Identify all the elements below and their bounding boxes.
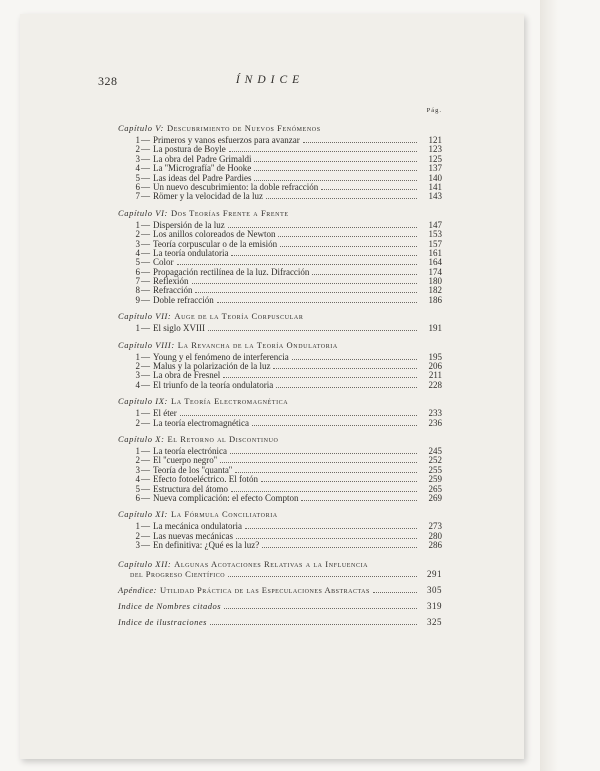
page-ref: 141 [428, 181, 442, 192]
dot-leader [262, 540, 417, 548]
entry-dash: — [141, 530, 150, 541]
page-ref: 259 [428, 474, 442, 485]
entry-dash: — [141, 285, 150, 296]
entry-title: Doble refracción [153, 294, 214, 305]
entry-title: La obra de Fresnel [153, 370, 221, 381]
entry-title: El triunfo de la teoría ondulatoria [153, 379, 274, 390]
entry-number: 7 [135, 191, 140, 202]
entry-number: 1 [135, 323, 140, 334]
toc-entry [118, 446, 442, 455]
entry-title: La obra del Padre Grimaldi [153, 153, 252, 164]
entry-number: 1 [135, 219, 140, 230]
dot-leader [312, 267, 417, 275]
entry-number: 4 [135, 163, 140, 174]
dot-leader [254, 154, 417, 162]
page-ref: 236 [428, 417, 442, 428]
page-ref: 180 [428, 276, 442, 287]
chapter-heading [118, 312, 442, 321]
dot-leader [292, 352, 417, 360]
entry-title: La teoría electromagnética [153, 417, 249, 428]
entry-dash: — [141, 464, 150, 475]
page-ref: 280 [428, 530, 442, 541]
page-ref: 273 [428, 521, 442, 532]
dot-leader [301, 493, 417, 501]
appendix-title: Utilidad Práctica de las Especulaciones Abstractas [159, 584, 370, 595]
entry-title: Young y el fenómeno de interferencia [153, 351, 289, 362]
dot-leader [266, 191, 417, 199]
chapter-heading [118, 510, 442, 519]
entry-dash: — [141, 191, 150, 202]
dot-leader [177, 257, 417, 265]
entry-number: 9 [135, 294, 140, 305]
entry-number: 1 [135, 135, 140, 145]
entry-number: 3 [135, 540, 140, 551]
dot-leader [278, 229, 417, 237]
toc-entry [118, 191, 442, 200]
entry-title: El siglo XVIII [153, 323, 205, 334]
entry-dash: — [141, 257, 150, 268]
entry-title: Primeros y vanos esfuerzos para avanzar [153, 135, 300, 145]
chapter-label: Capítulo XII: [118, 558, 172, 569]
page-ref: 143 [428, 191, 442, 202]
toc-entry [118, 521, 442, 530]
dot-leader [229, 144, 417, 152]
entry-title: Nueva complicación: el efecto Compton [153, 492, 299, 503]
page-edge [540, 0, 600, 771]
page-ref: 125 [428, 153, 442, 164]
entry-number: 4 [135, 247, 140, 258]
dot-leader [224, 601, 417, 609]
toc-entry [118, 248, 442, 257]
names-index-line [118, 601, 442, 611]
entry-title: Las nuevas mecánicas [153, 530, 233, 541]
toc-entry [118, 267, 442, 276]
entry-number: 1 [135, 351, 140, 362]
toc-entry [118, 285, 442, 294]
toc-entry [118, 531, 442, 540]
dot-leader [276, 380, 417, 388]
dot-leader [195, 285, 417, 293]
entry-title: Reflexión [153, 276, 189, 287]
chapter-label: Capítulo VIII: [118, 339, 175, 350]
entry-number: 3 [135, 464, 140, 475]
toc-entry [118, 295, 442, 304]
entry-title: Las ideas del Padre Pardies [153, 172, 252, 183]
dot-leader [228, 220, 417, 228]
toc-entry [118, 144, 442, 153]
entry-number: 6 [135, 266, 140, 277]
toc-entry [118, 493, 442, 502]
dot-leader [254, 163, 417, 171]
chapter-label: Capítulo V: [118, 123, 164, 133]
names-index-title: Indice de Nombres citados [118, 600, 222, 611]
toc-entry [118, 173, 442, 182]
chapter-title: La Teoría Electromagnética [170, 396, 289, 407]
chapter-title: La Revancha de la Teoría Ondulatoria [177, 339, 338, 350]
toc-entry [118, 163, 442, 172]
entry-dash: — [141, 417, 150, 428]
dot-leader [321, 182, 417, 190]
chapter-heading [118, 435, 442, 444]
chapter-heading [118, 560, 442, 569]
toc-entry [118, 323, 442, 332]
page-ref: 123 [428, 144, 442, 155]
chapter-title: La Fórmula Conciliatoria [170, 509, 278, 520]
dot-leader [217, 295, 417, 303]
entry-dash: — [141, 361, 150, 372]
entry-title: La ''Micrografía'' de Hooke [153, 163, 252, 174]
entry-dash: — [141, 172, 150, 183]
toc-entry [118, 154, 442, 163]
entry-number: 1 [135, 408, 140, 419]
entry-dash: — [141, 163, 150, 174]
dot-leader [373, 585, 417, 593]
page-ref: 255 [428, 464, 442, 475]
chapter-title: El Retorno al Discontinuo [167, 433, 279, 444]
entry-dash: — [141, 144, 150, 155]
entry-number: 5 [135, 483, 140, 494]
entry-title: El ''cuerpo negro'' [153, 455, 217, 466]
page-ref: 174 [428, 266, 442, 277]
dot-leader [231, 484, 417, 492]
toc-entry [118, 182, 442, 191]
toc-entry [118, 239, 442, 248]
entry-dash: — [141, 323, 150, 334]
entry-title: Color [153, 257, 174, 268]
dot-leader [252, 418, 417, 426]
dot-leader [228, 569, 417, 577]
entry-dash: — [141, 135, 150, 145]
page-ref: 206 [428, 361, 442, 372]
page-ref: 157 [428, 238, 442, 249]
chapter-heading [118, 209, 442, 218]
page-ref: 137 [428, 163, 442, 174]
dot-leader [192, 276, 418, 284]
entry-number: 2 [135, 417, 140, 428]
toc-entry [118, 540, 442, 549]
dot-leader [261, 474, 417, 482]
entry-title: Un nuevo descubrimiento: la doble refracción [153, 181, 319, 192]
entry-number: 5 [135, 172, 140, 183]
toc-entry [118, 361, 442, 370]
entry-dash: — [141, 474, 150, 485]
entry-number: 3 [135, 370, 140, 381]
toc-entry [118, 257, 442, 266]
entry-title: Los anillos coloreados de Newton [153, 229, 276, 240]
chapter-title: Descubrimiento de Nuevos Fenómenos [166, 123, 321, 133]
entry-title: La mecánica ondulatoria [153, 521, 242, 532]
page-ref: 319 [427, 600, 442, 611]
entry-dash: — [141, 351, 150, 362]
entry-dash: — [141, 219, 150, 230]
chapter-list [118, 124, 442, 550]
toc-entry [118, 408, 442, 417]
entry-dash: — [141, 247, 150, 258]
entry-dash: — [141, 370, 150, 381]
entry-number: 2 [135, 455, 140, 466]
entry-dash: — [141, 540, 150, 551]
page-ref: 164 [428, 257, 442, 268]
illustrations-index-title: Indice de ilustraciones [118, 616, 207, 627]
chapter-title: Auge de la Teoría Corpuscular [174, 311, 304, 322]
entry-dash: — [141, 294, 150, 305]
toc-entry [118, 135, 442, 144]
entry-dash: — [141, 483, 150, 494]
page-ref: 191 [428, 323, 442, 334]
running-title: ÍNDICE [235, 74, 305, 86]
entry-number: 3 [135, 153, 140, 164]
dot-leader [208, 323, 417, 331]
page-ref: 121 [428, 135, 442, 145]
toc-entry [118, 229, 442, 238]
toc-entry [118, 418, 442, 427]
page-ref: 182 [428, 285, 442, 296]
page-ref: 245 [428, 445, 442, 456]
dot-leader [245, 521, 417, 529]
chapter-title: Dos Teorías Frente a Frente [170, 207, 289, 218]
table-of-contents [118, 106, 442, 627]
entry-dash: — [141, 153, 150, 164]
entry-number: 7 [135, 276, 140, 287]
illustrations-index-line [118, 617, 442, 627]
entry-title: Estructura del átomo [153, 483, 228, 494]
toc-entry [118, 455, 442, 464]
page-ref: 233 [428, 408, 442, 419]
page-ref: 305 [427, 584, 442, 595]
page-ref: 252 [428, 455, 442, 466]
toc-entry [118, 474, 442, 483]
toc-entry [118, 276, 442, 285]
page-ref: 291 [427, 568, 442, 579]
dot-leader [235, 465, 417, 473]
entry-number: 4 [135, 474, 140, 485]
entry-number: 6 [135, 181, 140, 192]
entry-number: 2 [135, 144, 140, 155]
entry-number: 6 [135, 492, 140, 503]
entry-title: La teoría electrónica [153, 445, 227, 456]
entry-dash: — [141, 266, 150, 277]
page-ref: 325 [427, 616, 442, 627]
entry-number: 4 [135, 379, 140, 390]
toc-entry [118, 370, 442, 379]
page-ref: 161 [428, 247, 442, 258]
entry-number: 2 [135, 530, 140, 541]
entry-number: 5 [135, 257, 140, 268]
page-ref: 211 [428, 370, 442, 381]
entry-title: Propagación rectilínea de la luz. Difracción [153, 266, 310, 277]
chapter-label: Capítulo VII: [118, 311, 172, 322]
dot-leader [210, 617, 417, 625]
page-ref: 186 [428, 294, 442, 305]
toc-entry [118, 380, 442, 389]
entry-number: 8 [135, 285, 140, 296]
page-ref: 286 [428, 540, 442, 551]
appendix-line [118, 585, 442, 595]
entry-dash: — [141, 445, 150, 456]
entry-title: Malus y la polarización de la luz [153, 361, 271, 372]
entry-number: 2 [135, 229, 140, 240]
entry-dash: — [141, 455, 150, 466]
chapter-heading [118, 341, 442, 350]
dot-leader [236, 531, 417, 539]
dot-leader [280, 239, 417, 247]
entry-title: Teoría de los ''quanta'' [153, 464, 233, 475]
chapter-title: Algunas Acotaciones Relativas a la Influencia [174, 558, 369, 569]
entry-title: El éter [153, 408, 177, 419]
dot-leader [231, 248, 417, 256]
entry-title: Dispersión de la luz [153, 219, 225, 230]
appendix-label: Apéndice: [118, 584, 157, 595]
page-ref: 269 [428, 492, 442, 503]
entry-dash: — [141, 181, 150, 192]
entry-title: En definitiva: ¿Qué es la luz? [153, 540, 260, 551]
entry-dash: — [141, 238, 150, 249]
pag-label: Pág. [426, 107, 442, 114]
page-number: 328 [98, 74, 118, 88]
entry-title: Refracción [153, 285, 193, 296]
toc-entry [118, 484, 442, 493]
entry-dash: — [141, 379, 150, 390]
entry-number: 1 [135, 521, 140, 532]
entry-dash: — [141, 408, 150, 419]
dot-leader [223, 370, 417, 378]
chapter-label: Capítulo X: [118, 433, 165, 444]
toc-entry [118, 465, 442, 474]
entry-title: Efecto fotoeléctrico. El fotón [153, 474, 258, 485]
entry-number: 1 [135, 445, 140, 456]
dot-leader [180, 408, 417, 416]
page-ref: 140 [428, 172, 442, 183]
dot-leader [254, 173, 417, 181]
entry-dash: — [141, 492, 150, 503]
chapter-label: Capítulo IX: [118, 396, 168, 407]
dot-leader [303, 135, 417, 143]
entry-title: La postura de Boyle [153, 144, 226, 155]
chapter-heading [118, 124, 442, 133]
entry-dash: — [141, 276, 150, 287]
entry-title: La teoría ondulatoria [153, 247, 229, 258]
entry-number: 2 [135, 361, 140, 372]
dot-leader [273, 361, 417, 369]
entry-title: Teoría corpuscular o de la emisión [153, 238, 278, 249]
chapter-title-line2: del Progreso Científico [130, 568, 226, 579]
dot-leader [220, 455, 417, 463]
toc-entry [118, 352, 442, 361]
page-ref: 265 [428, 483, 442, 494]
page-ref: 228 [428, 379, 442, 390]
entry-title: Römer y la velocidad de la luz [153, 191, 263, 202]
chapter-heading [118, 397, 442, 406]
toc-entry [118, 220, 442, 229]
chapter-label: Capítulo XI: [118, 509, 168, 520]
page-ref: 147 [428, 219, 442, 230]
page-ref: 153 [428, 229, 442, 240]
chapter-title-continued [118, 569, 442, 579]
dot-leader [230, 446, 417, 454]
chapter-label: Capítulo VI: [118, 207, 168, 218]
entry-dash: — [141, 229, 150, 240]
entry-number: 3 [135, 238, 140, 249]
entry-dash: — [141, 521, 150, 532]
page-ref: 195 [428, 351, 442, 362]
